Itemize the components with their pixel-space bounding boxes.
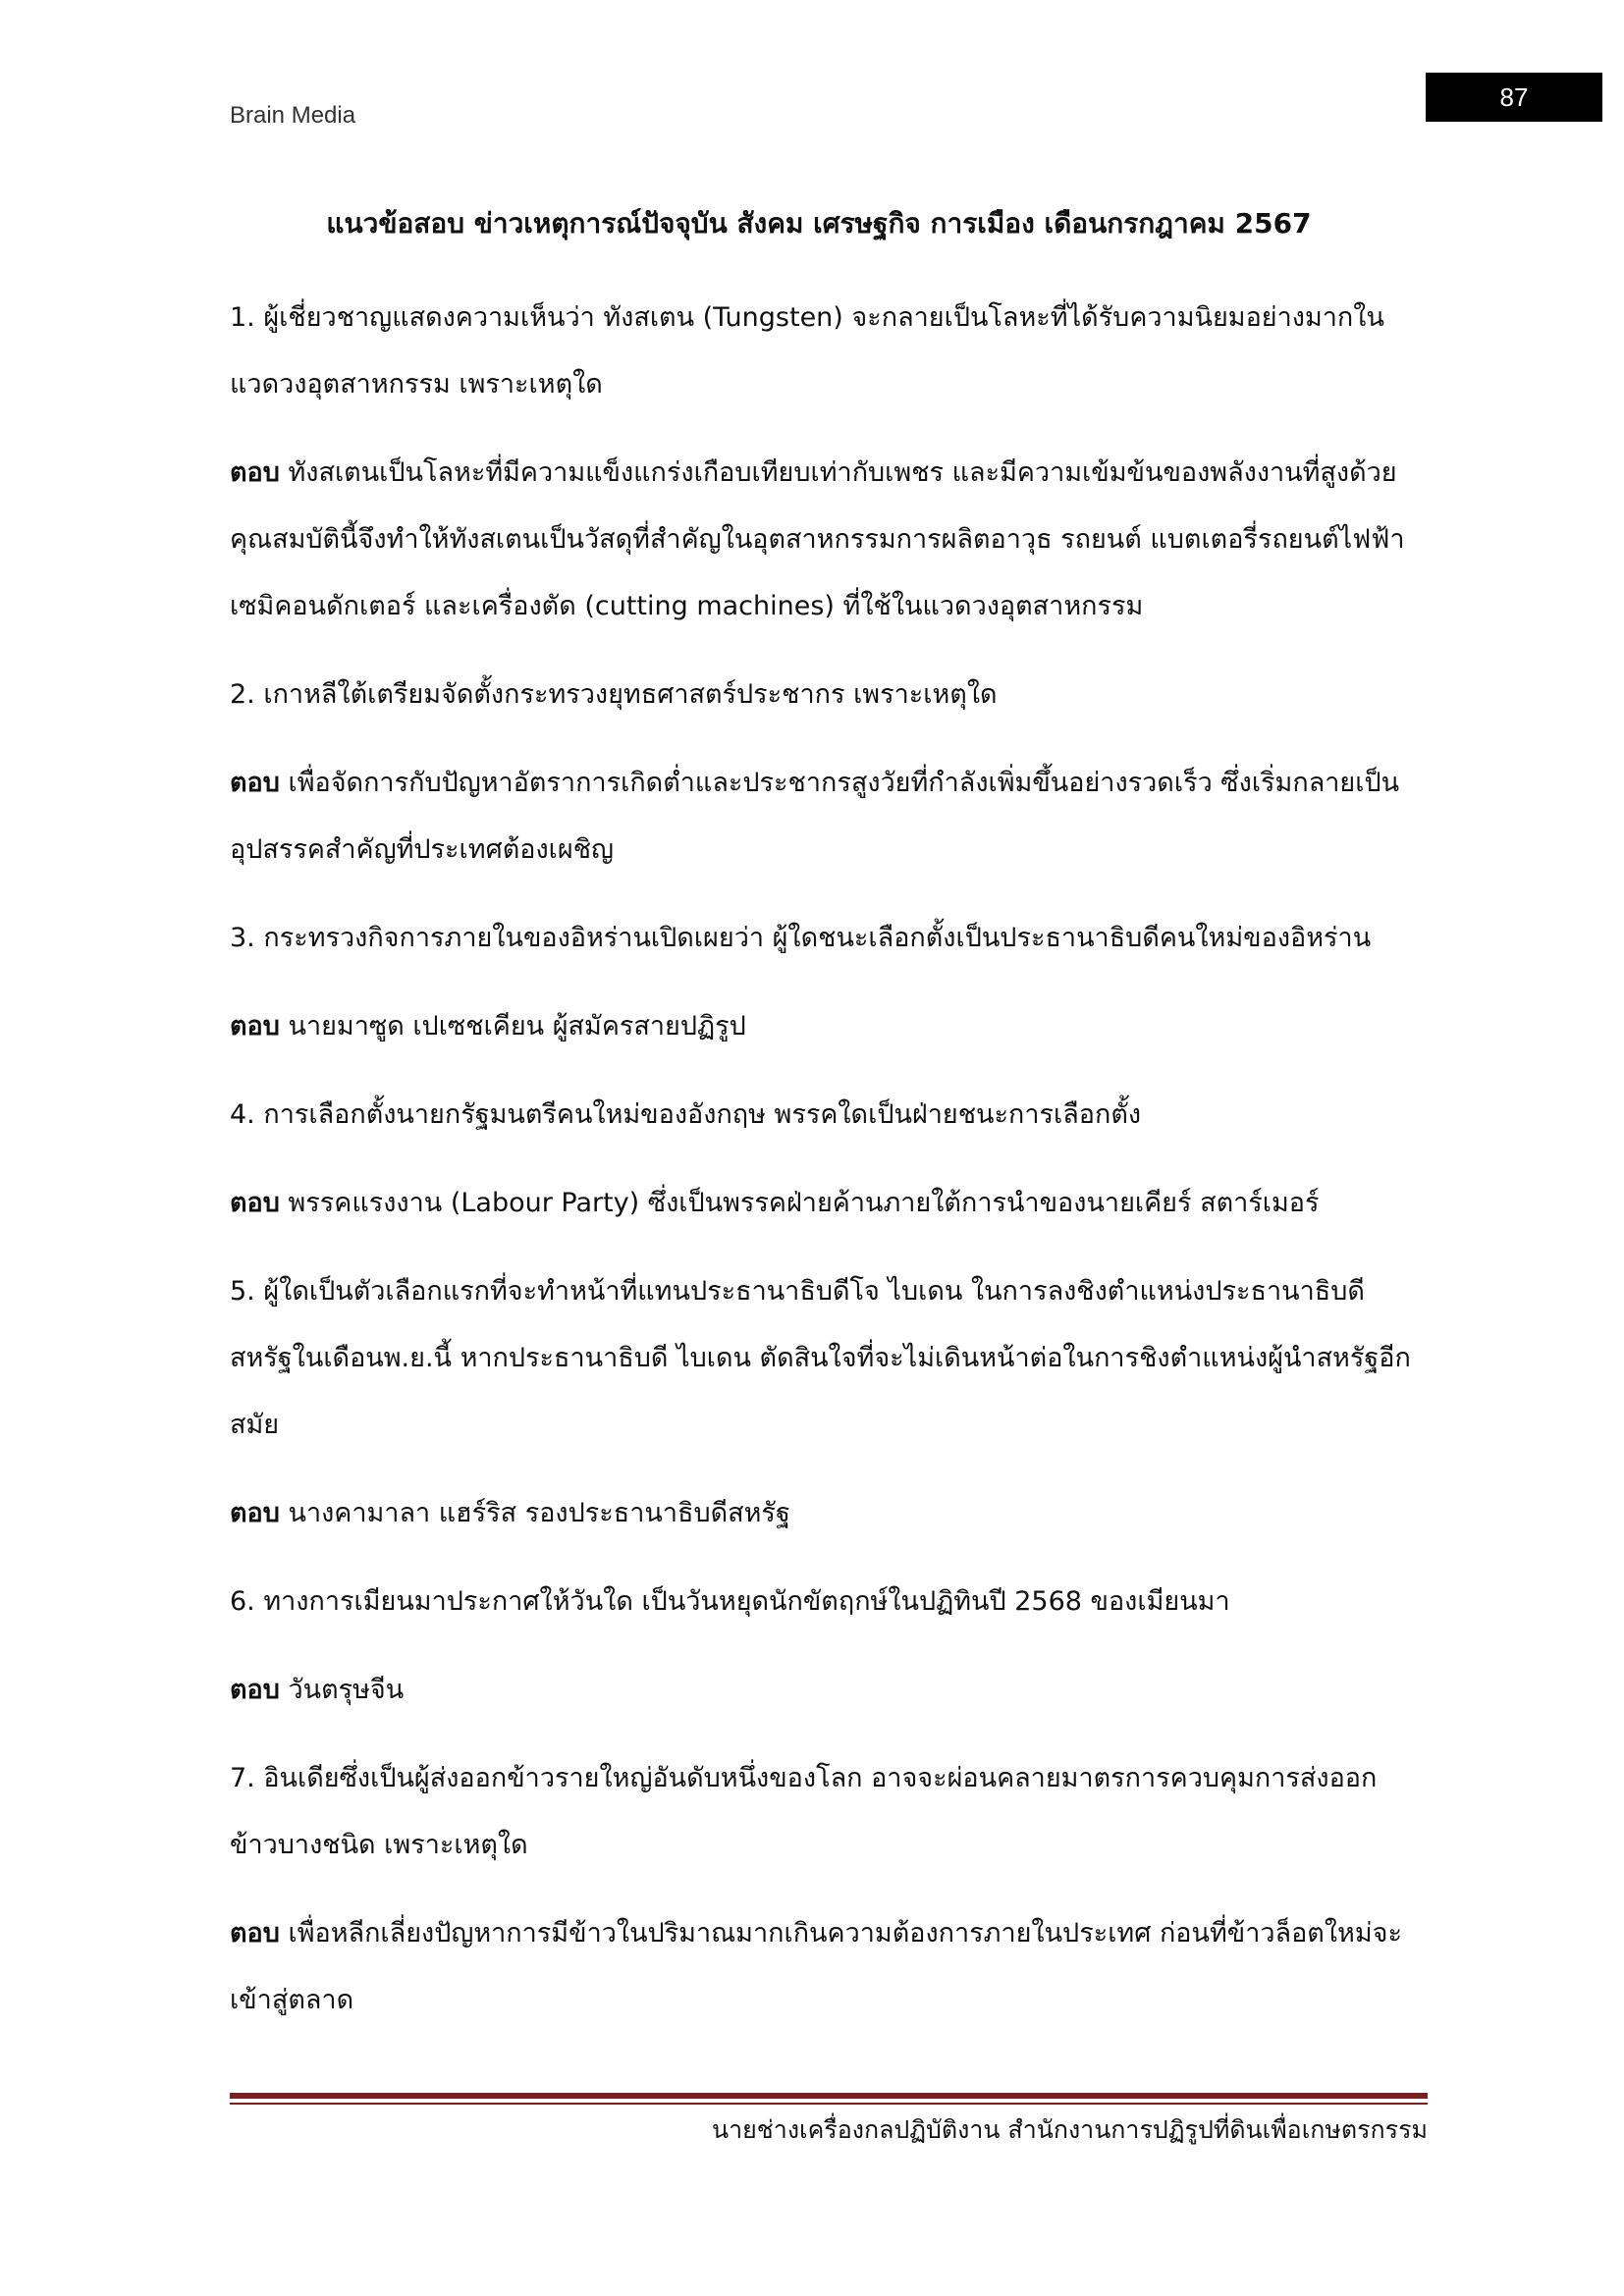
answer-label: ตอบ <box>230 1918 280 1949</box>
question-5: 5. ผู้ใดเป็นตัวเลือกแรกที่จะทำหน้าที่แทนประธานาธิบดีโจ ไบเดน ในการลงชิงตำแหน่งประธานาธิบดีสหรัฐในเดือนพ.ย.นี้ หากประธานาธิบดี ไบเดน ตัดสินใจที่จะไม่เดินหน้าต่อในการชิงตำแหน่งผู้นำสหรัฐอีกสมัย <box>230 1276 1411 1440</box>
answer-5 <box>230 1480 1418 1547</box>
answer-text: นางคามาลา แฮร์ริส รองประธานาธิบดีสหรัฐ <box>288 1498 790 1528</box>
answer-4 <box>230 1170 1418 1237</box>
question-6: 6. ทางการเมียนมาประกาศให้วันใด เป็นวันหยุดนักขัตฤกษ์ในปฏิทินปี 2568 ของเมียนมา <box>230 1586 1230 1617</box>
question-2: 2. เกาหลีใต้เตรียมจัดตั้งกระทรวงยุทธศาสตร์ประชากร เพราะเหตุใด <box>230 679 998 710</box>
answer-text: วันตรุษจีน <box>288 1675 405 1705</box>
answer-label: ตอบ <box>230 1498 280 1528</box>
answer-label: ตอบ <box>230 457 280 488</box>
answer-text: ทังสเตนเป็นโลหะที่มีความแข็งแกร่งเกือบเทียบเท่ากับเพชร และมีความเข้มข้นของพลังงานที่สูงด้วย คุณสมบัตินี้จึงทำให้ทังสเตนเป็นวัสดุที่สำคัญในอุตสาหกรรมการผลิตอาวุธ รถยนต์ แบตเตอรี่รถยนต์ไฟฟ้า เซมิคอนดักเตอร์ และเครื่องตัด (cutting machines) ที่ใช้ในแวดวงอุตสาหกรรม <box>230 457 1405 621</box>
answer-7 <box>230 1900 1418 2034</box>
qa-list <box>230 285 1418 2056</box>
page-title: แนวข้อสอบ ข่าวเหตุการณ์ปัจจุบัน สังคม เศรษฐกิจ การเมือง เดือนกรกฎาคม 2567 <box>326 207 1312 240</box>
answer-text: นายมาซูด เปเซชเคียน ผู้สมัครสายปฏิรูป <box>288 1011 746 1041</box>
answer-1 <box>230 440 1418 640</box>
answer-text: เพื่อหลีกเลี่ยงปัญหาการมีข้าวในปริมาณมากเกินความต้องการภายในประเทศ ก่อนที่ข้าวล็อตใหม่จะเข้าสู่ตลาด <box>230 1918 1402 2015</box>
answer-text: พรรคแรงงาน (Labour Party) ซึ่งเป็นพรรคฝ่ายค้านภายใต้การนำของนายเคียร์ สตาร์เมอร์ <box>288 1188 1320 1218</box>
footer-text: นายช่างเครื่องกลปฏิบัติงาน สำนักงานการปฏิรูปที่ดินเพื่อเกษตรกรรม <box>712 2115 1428 2144</box>
footer-divider-thin <box>230 2103 1428 2105</box>
answer-label: ตอบ <box>230 1675 280 1705</box>
answer-text: เพื่อจัดการกับปัญหาอัตราการเกิดต่ำและประชากรสูงวัยที่กำลังเพิ่มขึ้นอย่างรวดเร็ว ซึ่งเริ่มกลายเป็นอุปสรรคสำคัญที่ประเทศต้องเผชิญ <box>230 768 1400 865</box>
question-4: 4. การเลือกตั้งนายกรัฐมนตรีคนใหม่ของอังกฤษ พรรคใดเป็นฝ่ายชนะการเลือกตั้ง <box>230 1099 1142 1130</box>
publisher-label: Brain Media <box>230 102 356 129</box>
answer-label: ตอบ <box>230 768 280 798</box>
question-3: 3. กระทรวงกิจการภายในของอิหร่านเปิดเผยว่า ผู้ใดชนะเลือกตั้งเป็นประธานาธิบดีคนใหม่ของอิหร่าน <box>230 923 1372 953</box>
answer-3 <box>230 993 1418 1060</box>
page-number: 87 <box>1499 81 1529 112</box>
page-number-badge <box>1426 73 1602 122</box>
question-1: 1. ผู้เชี่ยวชาญแสดงความเห็นว่า ทังสเตน (Tungsten) จะกลายเป็นโลหะที่ได้รับความนิยมอย่างมากในแวดวงอุตสาหกรรม เพราะเหตุใด <box>230 302 1384 400</box>
answer-6 <box>230 1657 1418 1724</box>
question-7: 7. อินเดียซึ่งเป็นผู้ส่งออกข้าวรายใหญ่อันดับหนึ่งของโลก อาจจะผ่อนคลายมาตรการควบคุมการส่งออกข้าวบางชนิด เพราะเหตุใด <box>230 1763 1378 1860</box>
answer-label: ตอบ <box>230 1011 280 1041</box>
footer-divider-thick <box>230 2093 1428 2099</box>
answer-2 <box>230 750 1418 883</box>
answer-label: ตอบ <box>230 1188 280 1218</box>
